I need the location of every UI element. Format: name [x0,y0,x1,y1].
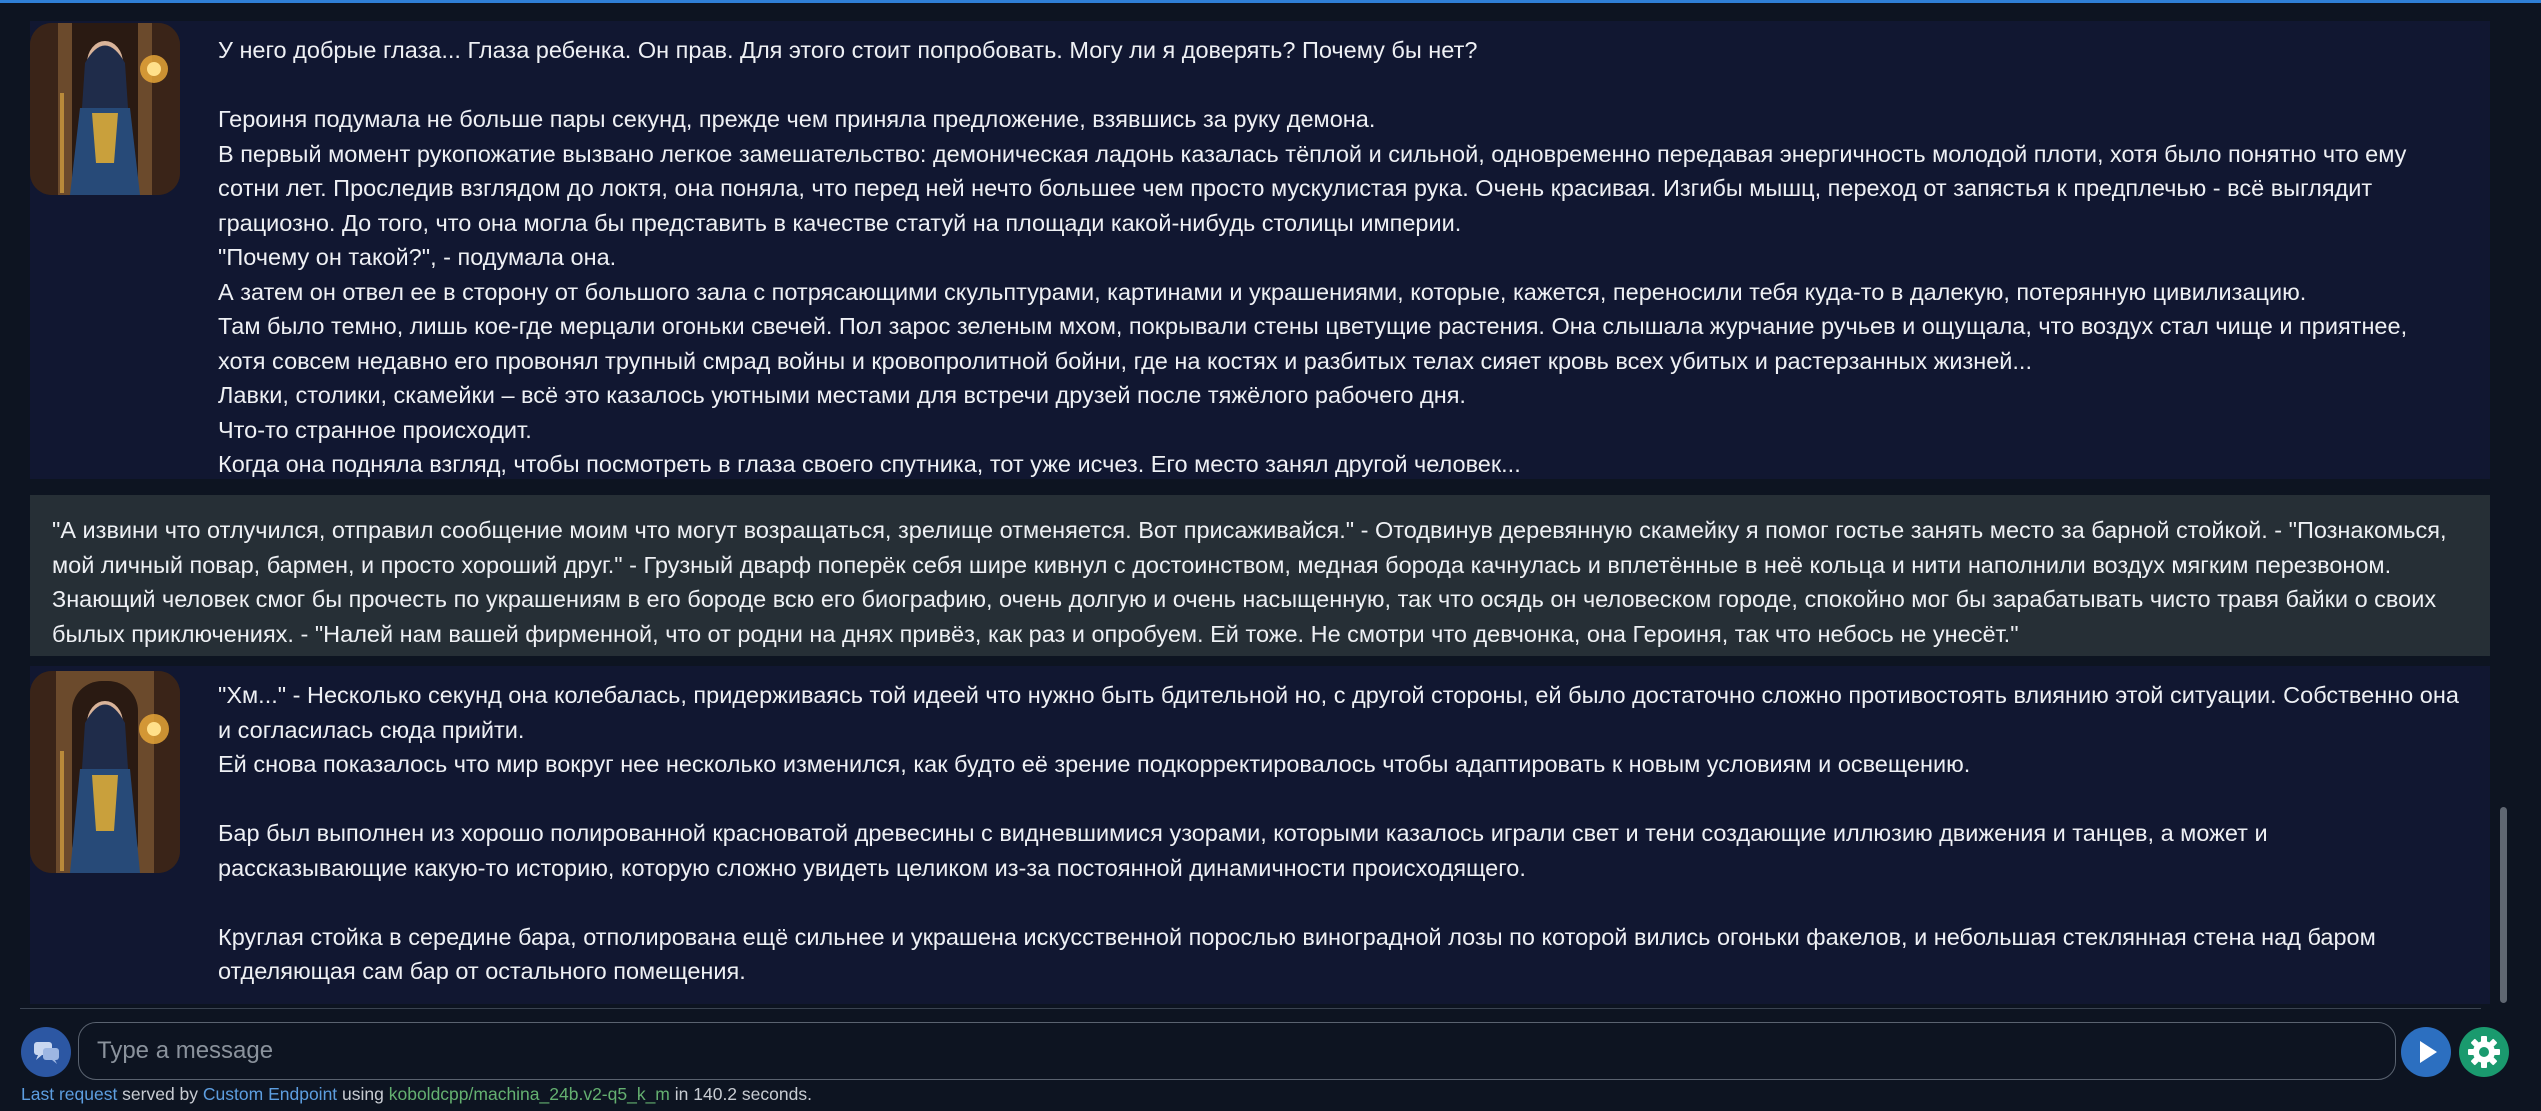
status-text: served by [117,1084,203,1104]
message-paragraph: Бар был выполнен из хорошо полированной красноватой древесины с видневшимися узорами, которыми казалось играли свет и тени создающие иллюзию движения и танцев, а может и рассказывающие какую-то историю, которую сложно увидеть целиком из-за постоянной динамичности происходящего. [218,820,2275,881]
message-input[interactable] [78,1022,2396,1080]
input-divider [20,1008,2481,1009]
request-duration: 140.2 seconds. [693,1084,812,1104]
gear-icon [2459,1027,2509,1077]
input-row [0,1019,2541,1085]
message-paragraph: А затем он отвел ее в сторону от большого зала с потрясающими скульптурами, картинами и украшениями, которые, кажется, переносили тебя куда-то в далекую, потерянную цивилизацию. [218,278,2307,305]
message-paragraph: Что-то странное происходит. [218,416,532,443]
endpoint-link[interactable]: Custom Endpoint [202,1084,338,1104]
message-paragraph: В первый момент рукопожатие вызвано легкое замешательство: демоническая ладонь казалась тёплой и сильной, одновременно передавая энергичность молодой плоти, хотя было понятно что ему сотни лет. Проследив взглядом до локтя, она поняла, что перед ней нечто большее чем просто мускулистая рука. Очень красивая. Изгибы мышц, переход от запястья к предплечью - всё выглядит грациозно. До того, что она могла бы представить в качестве статуй на площади какой-нибудь столицы империи. [218,140,2413,236]
character-avatar[interactable] [30,23,180,195]
user-message [30,495,2490,656]
ai-message [30,21,2490,479]
message-paragraph: У него добрые глаза... Глаза ребенка. Он прав. Для этого стоит попробовать. Могу ли я доверять? Почему бы нет? [218,37,1478,63]
status-text: in [669,1084,694,1104]
message-paragraph: "А извини что отлучился, отправил сообщение моим что могут возращаться, зрелище отменяется. Вот присаживайся." - Отодвинув деревянную скамейку я помог гостье занять место за барной стойкой. - "Познакомься, мой личный повар, бармен, и просто хороший друг." - Грузный дварф поперёк себя шире кивнул с достоинством, медная борода качнулась и вплетённые в неё кольца и нити наполнили воздух мягким перезвоном. Знающий человек смог бы прочесть по украшениям в его бороде всю его биографию, очень долгую и очень насыщенную, так что осядь он человеском городе, спокойно мог бы зарабатывать чисто травя байки о своих былых приключениях. - "Налей нам вашей фирменной, что от родни на днях привёз, как раз и опробуем. Ей тоже. Не смотри что девчонка, она Героиня, так что небось не унесёт." [52,517,2447,647]
chat-scrollbar[interactable] [2496,3,2510,1009]
message-paragraph: Лавки, столики, скамейки – всё это казалось уютными местами для встречи друзей после тяжёлого рабочего дня. [218,382,1466,408]
message-paragraph: "Хм..." - Несколько секунд она колебалась, придерживаясь той идеей что нужно быть бдительной но, с другой стороны, ей было достаточно сложно противостоять влиянию этой ситуации. Собственно она и согласилась сюда прийти. [218,682,2466,743]
settings-button[interactable] [2459,1027,2509,1077]
status-text: using [337,1084,389,1104]
message-paragraph: Круглая стойка в середине бара, отполирована ещё сильнее и украшена искусственной порослью виноградной лозы по которой вились огоньки факелов, и небольшая стеклянная стена над баром отделяющая сам бар от остального помещения. [218,923,2383,984]
message-paragraph: Героиня подумала не больше пары секунд, прежде чем приняла предложение, взявшись за руку демона. [218,106,1376,132]
message-spacer [218,68,2460,103]
chat-bubbles-icon [21,1027,71,1077]
message-spacer [218,782,2460,817]
chat-log[interactable] [0,3,2541,1009]
character-avatar[interactable] [30,671,180,873]
message-paragraph: Там было темно, лишь кое-где мерцали огоньки свечей. Пол зарос зеленым мхом, покрывали стены цветущие растения. Она слышала журчание ручьев и ощущала, что воздух стал чище и приятнее, хотя совсем недавно его провонял трупный смрад войны и кровопролитной бойни, где на костях и разбитых телах сияет кровь всех убитых и растерзанных жизней... [218,313,2414,374]
request-status [21,1084,812,1105]
message-paragraph: "Почему он такой?", - подумала она. [218,244,617,270]
model-name: koboldcpp/machina_24b.v2-q5_k_m [388,1084,670,1104]
scrollbar-thumb[interactable] [2500,807,2507,1003]
play-send-icon [2401,1027,2451,1077]
last-request-link[interactable]: Last request [21,1084,118,1104]
message-paragraph: Когда она подняла взгляд, чтобы посмотреть в глаза своего спутника, тот уже исчез. Его место занял другой человек... [218,451,1521,477]
send-button[interactable] [2401,1027,2451,1077]
chat-select-button[interactable] [21,1027,71,1077]
message-paragraph: Ей снова показалось что мир вокруг нее несколько изменился, как будто её зрение подкорректировалось чтобы адаптировать к новым условиям и освещению. [218,751,1971,777]
ai-message [30,666,2490,1004]
message-spacer [218,885,2460,920]
